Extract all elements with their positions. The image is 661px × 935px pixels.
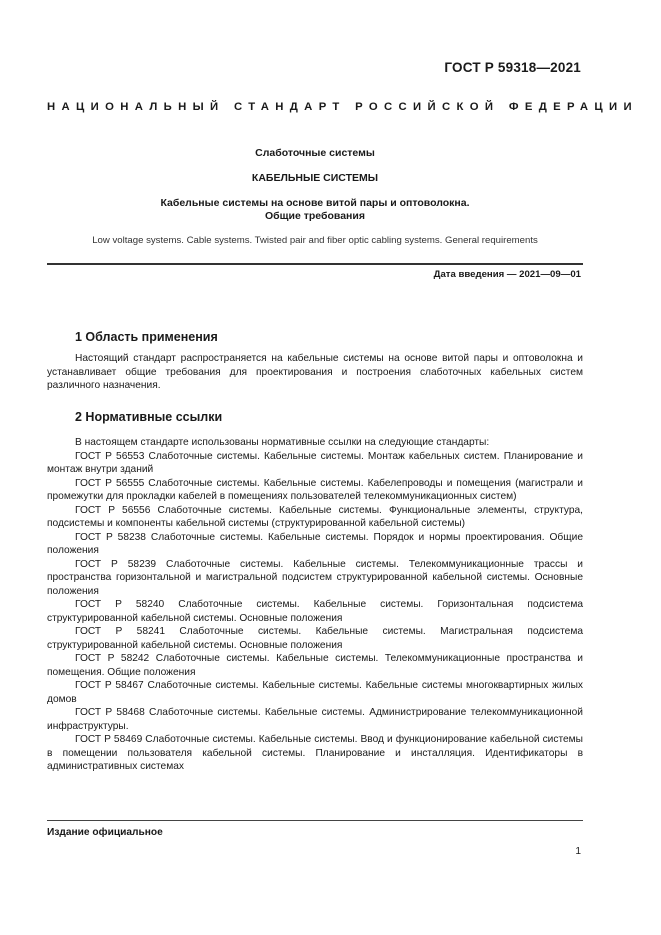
main-title: КАБЕЛЬНЫЕ СИСТЕМЫ — [251, 172, 379, 184]
reference-item: ГОСТ Р 58242 Слаботочные системы. Кабельные системы. Телекоммуникационные пространства и помещения. Общие положения — [47, 653, 583, 678]
sub-title: Кабельные системы на основе витой пары и оптоволокна. Общие требования — [160, 197, 470, 222]
english-title: Low voltage systems. Cable systems. Twisted pair and fiber optic cabling systems. General requirements — [92, 235, 538, 246]
document-code: ГОСТ Р 59318—2021 — [444, 60, 581, 75]
page-number: 1 — [575, 846, 581, 857]
reference-item: ГОСТ Р 56555 Слаботочные системы. Кабельные системы. Кабелепроводы и помещения (магистрали и промежутки для прокладки кабелей в помещениях пользователей телекоммуникационных систем) — [47, 477, 583, 502]
reference-item: ГОСТ Р 58241 Слаботочные системы. Кабельные системы. Магистральная подсистема структурированной кабельной системы. Основные положения — [47, 626, 583, 651]
scope-text: Настоящий стандарт распространяется на кабельные системы на основе витой пары и оптоволокна и устанавливает общие требования для проектирования и построения слаботочных кабельных систем различного назначения. — [47, 353, 583, 391]
reference-item: ГОСТ Р 56553 Слаботочные системы. Кабельные системы. Монтаж кабельных систем. Планирование и монтаж внутри зданий — [47, 450, 583, 475]
reference-item: ГОСТ Р 58240 Слаботочные системы. Кабельные системы. Горизонтальная подсистема структурированной кабельной системы. Основные положения — [47, 599, 583, 624]
official-edition-label: Издание официальное — [47, 827, 163, 838]
references-list — [47, 436, 583, 774]
section-heading-references: 2 Нормативные ссылки — [75, 410, 223, 424]
scope-paragraph — [47, 352, 583, 393]
national-standard-banner: НАЦИОНАЛЬНЫЙ СТАНДАРТ РОССИЙСКОЙ ФЕДЕРАЦИИ — [47, 101, 638, 113]
introduction-date: Дата введения — 2021—09—01 — [433, 269, 581, 280]
reference-item: ГОСТ Р 58469 Слаботочные системы. Кабельные системы. Ввод и функционирование кабельной системы в помещении пользователя кабельной системы. Планирование и инсталляция. Идентификаторы в административных системах — [47, 734, 583, 772]
footer-divider — [47, 820, 583, 821]
section-heading-scope: 1 Область применения — [75, 330, 218, 344]
reference-item: ГОСТ Р 58238 Слаботочные системы. Кабельные системы. Порядок и нормы проектирования. Общие положения — [47, 531, 583, 556]
references-intro: В настоящем стандарте использованы нормативные ссылки на следующие стандарты: — [75, 437, 490, 448]
header-divider — [47, 263, 583, 265]
group-title: Слаботочные системы — [255, 147, 375, 159]
reference-item: ГОСТ Р 56556 Слаботочные системы. Кабельные системы. Функциональные элементы, структура, подсистемы и компоненты кабельной системы (структурированной кабельной системы) — [47, 504, 583, 529]
reference-item: ГОСТ Р 58467 Слаботочные системы. Кабельные системы. Кабельные системы многоквартирных жилых домов — [47, 680, 583, 705]
reference-item: ГОСТ Р 58468 Слаботочные системы. Кабельные системы. Администрирование телекоммуникационной инфраструктуры. — [47, 707, 583, 732]
reference-item: ГОСТ Р 58239 Слаботочные системы. Кабельные системы. Телекоммуникационные трассы и пространства горизонтальной и магистральной подсистем структурированной кабельной системы. Основные положения — [47, 558, 583, 597]
